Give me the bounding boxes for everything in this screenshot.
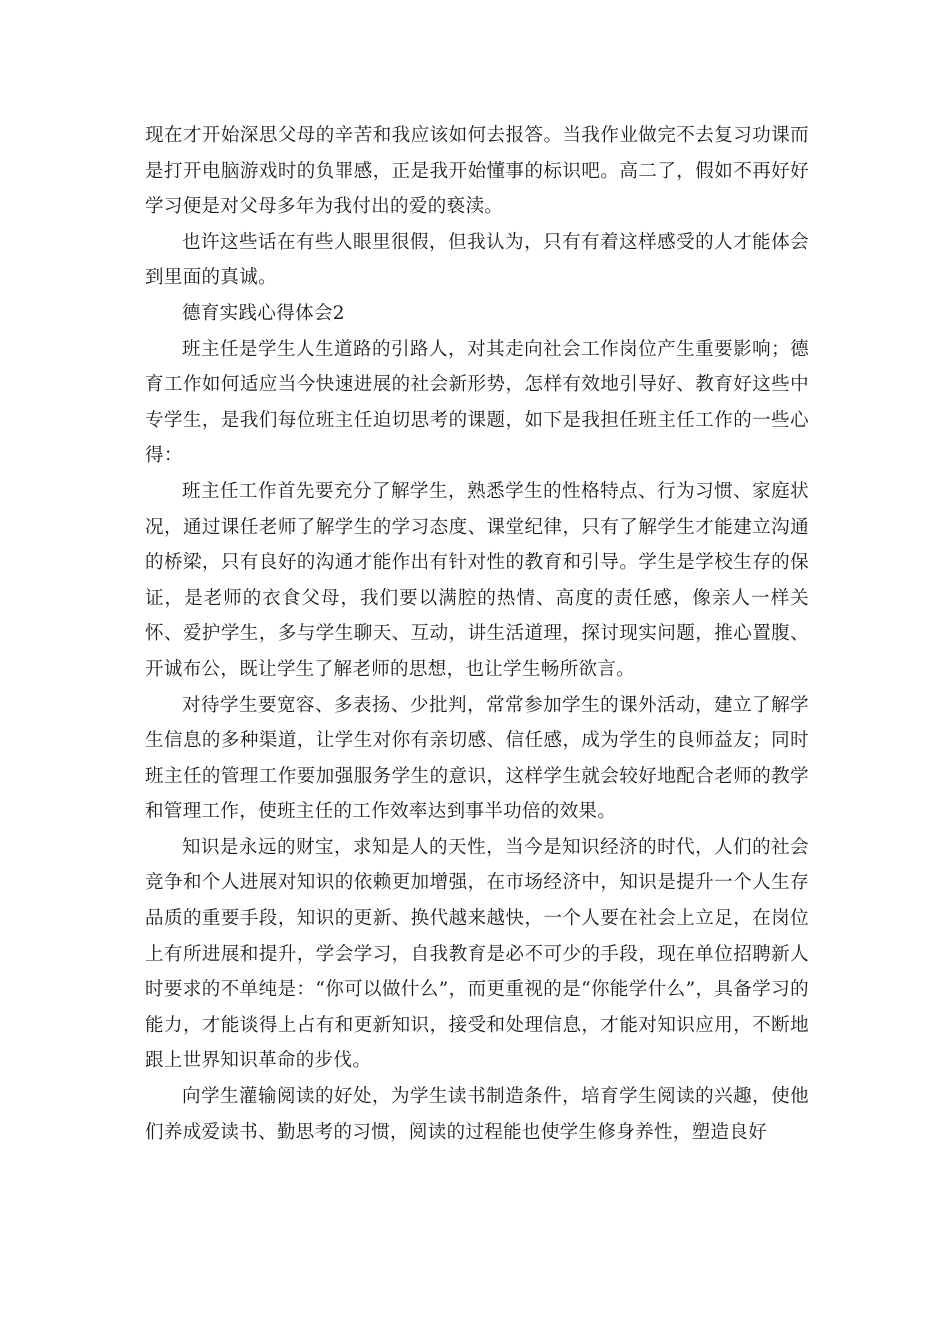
paragraph: 对待学生要宽容、多表扬、少批判，常常参加学生的课外活动，建立了解学生信息的多种渠道，让学生对你有亲切感、信任感，成为学生的良师益友；同时班主任的管理工作要加强服务学生的意识，这样学生就会较好地配合老师的教学和管理工作，使班主任的工作效率达到事半功倍的效果。 — [145, 694, 809, 823]
paragraph: 班主任工作首先要充分了解学生，熟悉学生的性格特点、行为习惯、家庭状况，通过课任老师了解学生的学习态度、课堂纪律，只有了解学生才能建立沟通的桥梁，只有良好的沟通才能作出有针对性的教育和引导。学生是学校生存的保证，是老师的衣食父母，我们要以满腔的热情、高度的责任感，像亲人一样关怀、爱护学生，多与学生聊天、互动，讲生活道理，探讨现实问题，推心置腹、开诚布公，既让学生了解老师的思想，也让学生畅所欲言。 — [145, 480, 809, 680]
section-heading: 德育实践心得体会2 — [182, 302, 345, 324]
document-body — [145, 118, 809, 1150]
paragraph: 也许这些话在有些人眼里很假，但我认为，只有有着这样感受的人才能体会到里面的真诚。 — [145, 231, 809, 289]
paragraph: 向学生灌输阅读的好处，为学生读书制造条件，培育学生阅读的兴趣，使他们养成爱读书、勤思考的习惯，阅读的过程能也使学生修身养性，塑造良好 — [145, 1086, 809, 1143]
paragraph: 知识是永远的财宝，求知是人的天性，当今是知识经济的时代，人们的社会竞争和个人进展对知识的依赖更加增强，在市场经济中，知识是提升一个人生存品质的重要手段，知识的更新、换代越来越快，一个人要在社会上立足，在岗位上有所进展和提升，学会学习，自我教育是必不可少的手段，现在单位招聘新人时要求的不单纯是：“你可以做什么”，而更重视的是“你能学什么”，具备学习的能力，才能谈得上占有和更新知识，接受和处理信息，才能对知识应用，不断地跟上世界知识革命的步伐。 — [145, 836, 809, 1072]
paragraph-continuation: 现在才开始深思父母的辛苦和我应该如何去报答。当我作业做完不去复习功课而是打开电脑游戏时的负罪感，正是我开始懂事的标识吧。高二了，假如不再好好学习便是对父母多年为我付出的爱的亵渎。 — [145, 125, 809, 218]
paragraph: 班主任是学生人生道路的引路人，对其走向社会工作岗位产生重要影响；德育工作如何适应当今快速进展的社会新形势，怎样有效地引导好、教育好这些中专学生，是我们每位班主任迫切思考的课题，如下是我担任班主任工作的一些心得： — [145, 338, 809, 467]
